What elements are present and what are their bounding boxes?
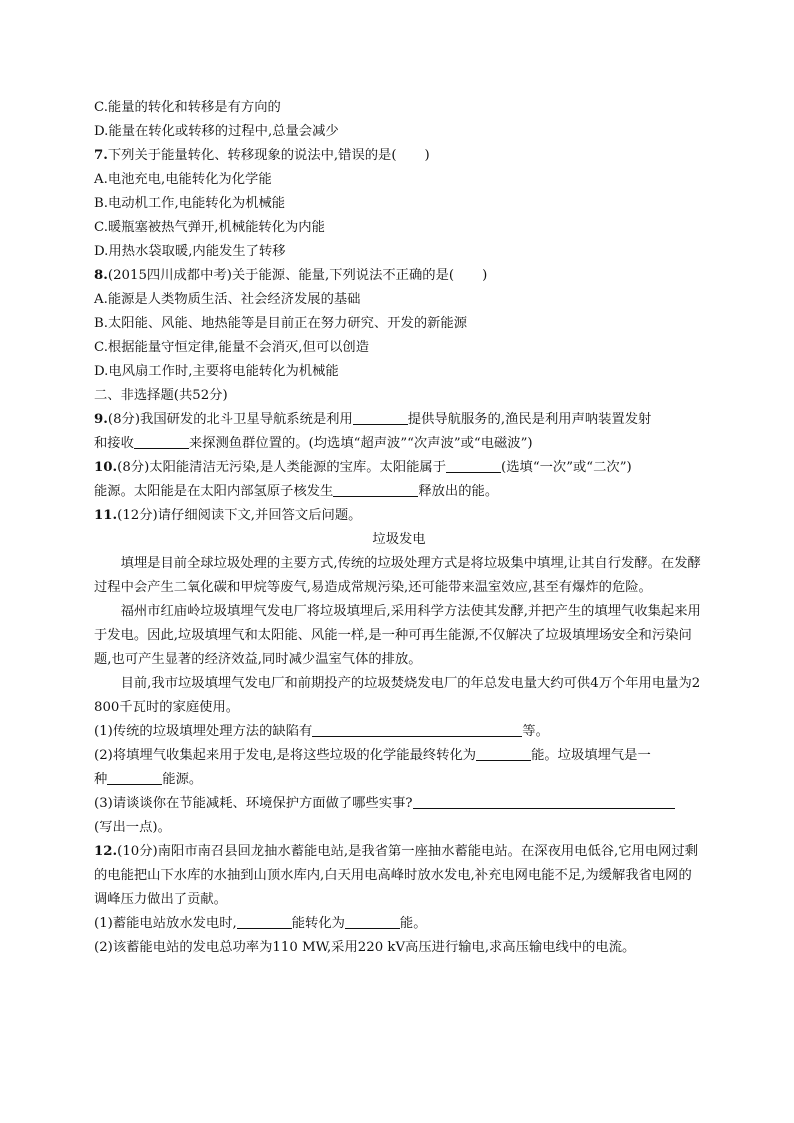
- question-7-number: 7.: [94, 148, 108, 163]
- section-heading: 二、非选择题(共52分): [94, 388, 228, 403]
- question-10-text-d: 释放出的能。: [418, 484, 499, 499]
- question-11-sub-3-cont: (写出一点)。: [94, 820, 171, 835]
- question-7-stem: [94, 144, 704, 168]
- sub-2-end: 能源。: [162, 772, 203, 787]
- question-8-close: ): [482, 268, 488, 283]
- blank-11-4[interactable]: [413, 793, 675, 809]
- question-8-text: (2015四川成都中考)关于能源、能量,下列说法不正确的是(: [107, 268, 455, 283]
- question-7-option-d: D.用热水袋取暖,内能发生了转移: [94, 244, 286, 259]
- question-8-number: 8.: [94, 268, 108, 283]
- sub-2-text: (2)将填埋气收集起来用于发电,是将这些垃圾的化学能最终转化为: [94, 748, 477, 763]
- question-11-text: (12分)请仔细阅读下文,并回答文后问题。: [117, 508, 362, 523]
- question-11-intro: [94, 504, 704, 528]
- sub-2-mid: 能。垃圾填埋气是一: [531, 748, 651, 763]
- option-d-prev: D.能量在转化或转移的过程中,总量会减少: [94, 124, 339, 139]
- question-11-sub-1: [94, 720, 704, 744]
- question-12-sub-2: (2)该蓄能电站的发电总功率为110 MW,采用220 kV高压进行输电,求高压输电线中的电流。: [94, 940, 636, 955]
- blank-11-2[interactable]: [476, 745, 531, 761]
- sub-3-text: (3)请谈谈你在节能减耗、环境保护方面做了哪些实事?: [94, 796, 413, 811]
- question-12-text: (10分)南阳市南召县回龙抽水蓄能电站,是我省第一座抽水蓄能电站。在深夜用电低谷,它用电网过剩的电能把山下水库的水抽到山顶水库内,白天用电高峰时放水发电,补充电网电能不足,为缓解我省电网的调峰压力做出了贡献。: [94, 844, 699, 907]
- question-10-text-c: 能源。太阳能是在太阳内部氢原子核发生: [94, 484, 334, 499]
- sub-1-end: 等。: [522, 724, 549, 739]
- question-12-sub-1: [94, 912, 704, 936]
- question-11-sub-3: [94, 792, 704, 816]
- blank-11-1[interactable]: [312, 721, 522, 737]
- blank-9-2[interactable]: [134, 433, 189, 449]
- question-10-line-2: [94, 480, 704, 504]
- article-paragraph-1: 填埋是目前全球垃圾处理的主要方式,传统的垃圾处理方式是将垃圾集中填埋,让其自行发酵。在发酵过程中会产生二氧化碳和甲烷等废气,易造成常规污染,还可能带来温室效应,甚至有爆炸的危险。: [94, 556, 701, 595]
- question-9-line-1: [94, 408, 704, 432]
- blank-10-2[interactable]: [333, 481, 418, 497]
- question-10-line-1: [94, 456, 704, 480]
- blank-11-3[interactable]: [107, 769, 162, 785]
- question-7-option-b: B.电动机工作,电能转化为机械能: [94, 196, 286, 211]
- question-7-option-a: A.电池充电,电能转化为化学能: [94, 172, 272, 187]
- blank-12-2[interactable]: [345, 913, 400, 929]
- article-paragraph-2: 福州市红庙岭垃圾填埋气发电厂将垃圾填埋后,采用科学方法使其发酵,并把产生的填埋气收集起来用于发电。因此,垃圾填埋气和太阳能、风能一样,是一种可再生能源,不仅解决了垃圾填埋场安全和污染问题,也可产生显著的经济效益,同时减少温室气体的排放。: [94, 604, 701, 667]
- question-11-number: 11.: [94, 508, 118, 523]
- question-8-option-b: B.太阳能、风能、地热能等是目前正在努力研究、开发的新能源: [94, 316, 468, 331]
- question-8-option-c: C.根据能量守恒定律,能量不会消灭,但可以创造: [94, 340, 370, 355]
- article-title: 垃圾发电: [372, 532, 426, 547]
- question-7-close: ): [424, 148, 430, 163]
- q12-sub-1-end: 能。: [399, 916, 427, 931]
- question-9-line-2: [94, 432, 704, 456]
- question-9-text-c: 和接收: [94, 436, 134, 451]
- question-10-text-a: (8分)太阳能清洁无污染,是人类能源的宝库。太阳能属于: [117, 460, 447, 475]
- blank-12-1[interactable]: [237, 913, 292, 929]
- question-11-sub-2-cont: [94, 768, 704, 792]
- question-12-stem: [94, 840, 704, 912]
- question-12-number: 12.: [94, 844, 118, 859]
- question-10-text-b: (选填“一次”或“二次”): [501, 460, 632, 475]
- blank-9-1[interactable]: [353, 409, 408, 425]
- article-paragraph-3: 目前,我市垃圾填埋气发电厂和前期投产的垃圾焚烧发电厂的年总发电量大约可供4万个年用电量为2 800千瓦时的家庭使用。: [94, 676, 701, 715]
- question-10-number: 10.: [94, 460, 118, 475]
- question-9-text-a: (8分)我国研发的北斗卫星导航系统是利用: [107, 412, 353, 427]
- option-c-prev: C.能量的转化和转移是有方向的: [94, 100, 281, 115]
- question-8-stem: [94, 264, 704, 288]
- question-7-option-c: C.暖瓶塞被热气弹开,机械能转化为内能: [94, 220, 325, 235]
- question-9-text-b: 提供导航服务的,渔民是利用声呐装置发射: [407, 412, 652, 427]
- exam-page: [94, 96, 704, 960]
- question-9-number: 9.: [94, 412, 108, 427]
- q12-sub-1-text: (1)蓄能电站放水发电时,: [94, 916, 237, 931]
- q12-sub-1-mid: 能转化为: [291, 916, 345, 931]
- question-11-sub-2: [94, 744, 704, 768]
- question-9-text-d: 来探测鱼群位置的。(均选填“超声波”“次声波”或“电磁波”): [188, 436, 533, 451]
- sub-1-text: (1)传统的垃圾填埋处理方法的缺陷有: [94, 724, 313, 739]
- question-7-text: 下列关于能量转化、转移现象的说法中,错误的是(: [107, 148, 397, 163]
- question-8-option-d: D.电风扇工作时,主要将电能转化为机械能: [94, 364, 339, 379]
- sub-2-cont: 种: [94, 772, 108, 787]
- question-8-option-a: A.能源是人类物质生活、社会经济发展的基础: [94, 292, 361, 307]
- blank-10-1[interactable]: [446, 457, 501, 473]
